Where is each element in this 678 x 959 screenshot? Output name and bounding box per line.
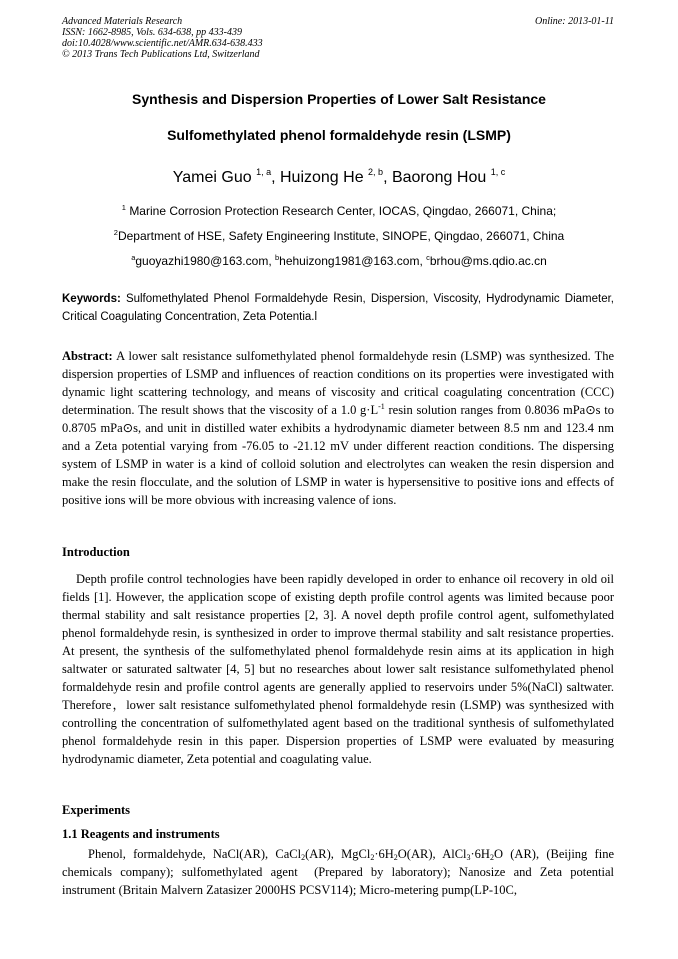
subscript: 2 bbox=[489, 853, 494, 862]
copyright-line: © 2013 Trans Tech Publications Ltd, Switzerland bbox=[62, 49, 260, 60]
affiliation-text: Marine Corrosion Protection Research Center, IOCAS, Qingdao, 266071, China; bbox=[129, 204, 557, 218]
paper-title-line-1: Synthesis and Dispersion Properties of Lower Salt Resistance bbox=[132, 91, 546, 107]
author-name: Baorong Hou bbox=[391, 169, 487, 186]
affiliation-2 bbox=[40, 228, 638, 243]
email-superscript: c bbox=[426, 253, 430, 262]
keywords-text: Sulfomethylated Phenol Formaldehyde Resin, Dispersion, Viscosity, Hydrodynamic Diameter, Critical Coagulating Concentration, Zeta Potentia.l bbox=[62, 293, 614, 323]
reagents-text: O(AR), AlCl bbox=[397, 847, 467, 861]
reagents-text: ·6H bbox=[374, 847, 394, 861]
keywords-paragraph bbox=[62, 290, 614, 326]
journal-name: Advanced Materials Research bbox=[62, 16, 183, 27]
subscript: 2 bbox=[370, 853, 375, 862]
author-superscript: 2, b bbox=[368, 167, 384, 177]
online-date: Online: 2013-01-11 bbox=[535, 16, 614, 27]
author-superscript: 1, a bbox=[256, 167, 272, 177]
author-name: Yamei Guo bbox=[172, 169, 252, 186]
reagents-text: ·6H bbox=[470, 847, 490, 861]
keywords-label: Keywords: bbox=[62, 293, 121, 305]
subscript: 3 bbox=[466, 853, 471, 862]
issn-line: ISSN: 1662-8985, Vols. 634-638, pp 433-439 bbox=[62, 27, 242, 38]
affiliation-1 bbox=[40, 203, 638, 218]
email-link[interactable]: guoyazhi1980@163.com bbox=[135, 254, 269, 268]
affiliation-text: Department of HSE, Safety Engineering Institute, SINOPE, Qingdao, 266071, China bbox=[117, 229, 565, 243]
subscript: 2 bbox=[393, 853, 398, 862]
affiliation-number: 1 bbox=[121, 203, 126, 212]
abstract-label: Abstract: bbox=[62, 349, 113, 363]
email-superscript: a bbox=[131, 253, 136, 262]
reagents-subheading: 1.1 Reagents and instruments bbox=[62, 827, 220, 841]
experiments-heading: Experiments bbox=[62, 803, 131, 817]
subscript: 2 bbox=[301, 853, 306, 862]
reagents-text: (AR), MgCl bbox=[305, 847, 371, 861]
author-name: Huizong He bbox=[279, 169, 364, 186]
email-link[interactable]: hehuizong1981@163.com bbox=[279, 254, 420, 268]
journal-header bbox=[62, 16, 614, 60]
author-superscript: 1, c bbox=[490, 167, 506, 177]
abstract-paragraph bbox=[62, 347, 614, 509]
reagents-paragraph bbox=[62, 845, 614, 899]
email-link[interactable]: brhou@ms.qdio.ac.cn bbox=[429, 254, 547, 268]
paper-title-line-2: Sulfomethylated phenol formaldehyde resin (LSMP) bbox=[167, 127, 511, 143]
reagents-text: O (AR), (Beijing fine chemicals company); sulfomethylated agent (Prepared by laboratory); Nanosize and Zeta potential instrument (Britain Malvern Zatasizer 2000HS PCSV114); Micro-metering pump(LP-10C, bbox=[62, 847, 614, 897]
abstract-text: A lower salt resistance sulfomethylated phenol formaldehyde resin (LSMP) was synthesized. The dispersion properties of LSMP and influences of reaction conditions on its properties were investigated with dynamic light scattering technology, and means of viscosity and critical coagulating concentration (CCC) determination. The result shows that the viscosity of a 1.0 g·L bbox=[62, 349, 615, 417]
author-list: Yamei Guo $^{1, a}$, Huizong He $^{2, b}$, Baorong Hou $^{1, c}$ bbox=[172, 167, 506, 186]
email-superscript: b bbox=[274, 253, 280, 262]
abstract-superscript: -1 bbox=[378, 402, 385, 411]
author-emails: $^a$guoyazhi1980@163.com, $^b$hehuizong1981@163.com, $^c$brhou@ms.qdio.ac.cn bbox=[131, 253, 547, 268]
doi-line: doi:10.4028/www.scientific.net/AMR.634-638.433 bbox=[62, 38, 263, 49]
abstract-text-continued: resin solution ranges from 0.8036 mPa⊙s to 0.8705 mPa⊙s, and unit in distilled water exhibits a hydrodynamic diameter between 8.5 nm and 123.4 nm and a Zeta potential varying from -76.05 to -21.12 mV under different reaction conditions. The dispersing system of LSMP in water is a kind of colloid solution and electrolytes can weaken the resin dispersion and make the resin flocculate, and the solution of LSMP in water is hypersensitive to positive ions and effects of positive ions will be more obvious with increasing valence of ions. bbox=[62, 403, 614, 507]
reagents-text: Phenol, formaldehyde, NaCl(AR), CaCl bbox=[88, 847, 302, 861]
introduction-heading: Introduction bbox=[62, 545, 130, 559]
affiliation-number: 2 bbox=[113, 228, 118, 237]
introduction-paragraph: Depth profile control technologies have been rapidly developed in order to enhance oil recovery in old oil fields [1]. However, the application scope of existing depth profile control agents was limited because poor thermal stability and salt resistance properties [2, 3]. A novel depth profile control agent, sulfomethylated phenol formaldehyde resin, is synthesized in order to improve thermal stability and salt resistance properties. At present, the synthesis of the sulfomethylated phenol formaldehyde resin aims at its application in high saltwater or saturated saltwater [4, 5] but no researches about lower salt resistance sulfomethylated phenol formaldehyde resin and profile control agents are generally applied to reservoirs under 5%(NaCl) saltwater. Therefore，lower salt resistance sulfomethylated phenol formaldehyde resin (LSMP) was synthesized with controlling the concentration of sulfomethylated agent based on the traditional synthesis of sulfomethylated phenol formaldehyde resin in this paper. Dispersion properties of LSMP were evaluated by measuring hydrodynamic diameter, Zeta potential and coagulating value. bbox=[62, 572, 614, 766]
